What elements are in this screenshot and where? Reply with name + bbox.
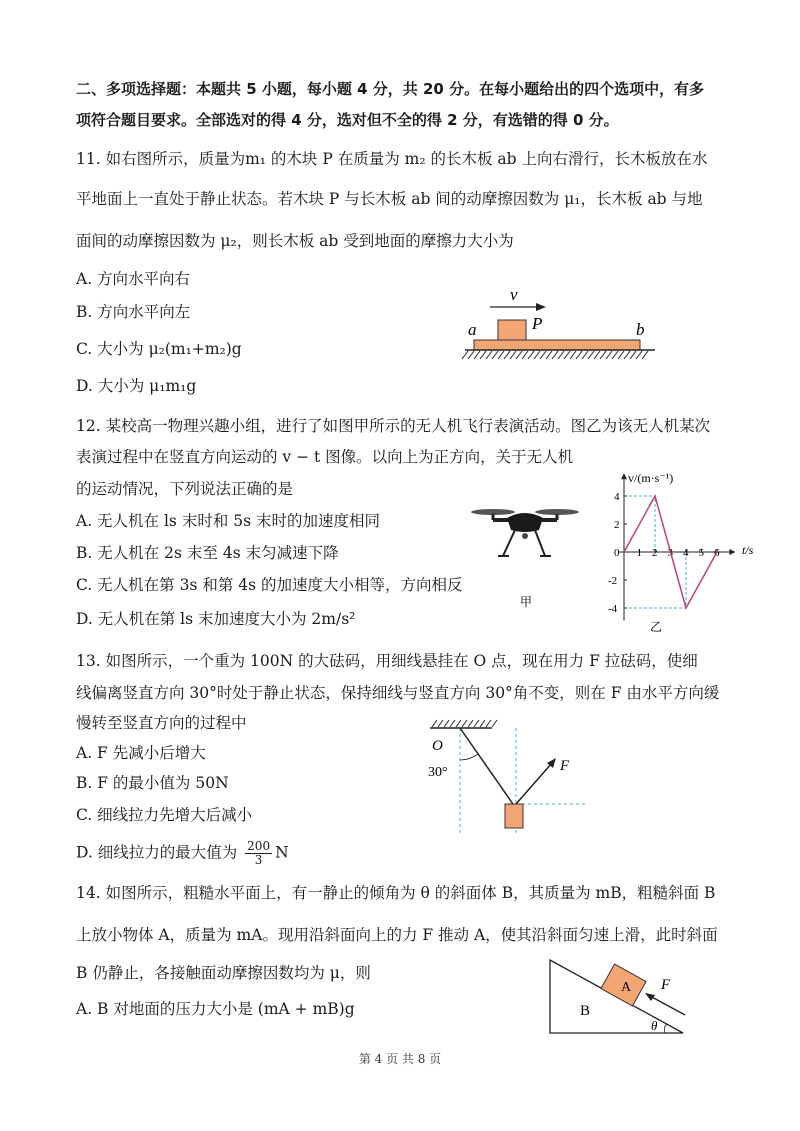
q11-option-d: D. 大小为 μ₁m₁g — [76, 377, 197, 395]
y-tick-label: 2 — [614, 519, 620, 531]
x-tick-label: 4 — [683, 547, 689, 559]
q12-stem-line1: 12. 某校高一物理兴趣小组，进行了如图甲所示的无人机飞行表演活动。图乙为该无人机某次 — [76, 417, 711, 435]
vt-chart — [598, 466, 773, 636]
hatch-mark — [618, 351, 624, 359]
x-tick-label: 6 — [714, 547, 720, 559]
hatch-mark — [594, 351, 600, 359]
hatch-mark — [516, 351, 522, 359]
x-tick-label: 1 — [636, 547, 642, 559]
q11-board-figure — [460, 285, 670, 370]
force-f-arrow-line — [516, 763, 552, 804]
hatch-mark — [492, 720, 497, 727]
hatch-mark — [600, 351, 606, 359]
hatch-mark — [570, 351, 576, 359]
q14-incline-figure — [545, 955, 705, 1040]
y-tick-label: 4 — [614, 491, 620, 503]
hatch-mark — [462, 351, 468, 359]
hatch-mark — [528, 351, 534, 359]
hatch-mark — [534, 351, 540, 359]
hatch-mark — [432, 720, 437, 727]
q13-option-d-text: D. 细线拉力的最大值为 — [76, 843, 238, 862]
hatch-mark — [582, 351, 588, 359]
long-board — [474, 340, 640, 350]
hatch-mark — [486, 720, 491, 727]
hatch-mark — [504, 351, 510, 359]
hatch-mark — [498, 351, 504, 359]
string-line — [460, 728, 513, 804]
hatch-mark — [480, 351, 486, 359]
board-end-a-label: a — [468, 320, 477, 339]
hatch-mark — [468, 720, 473, 727]
q12-option-b: B. 无人机在 2s 末至 4s 末匀减速下降 — [76, 544, 339, 562]
q11-stem-line1: 11. 如右图所示，质量为m₁ 的木块 P 在质量为 m₂ 的长木板 ab 上向右滑行，长木板放在水 — [76, 150, 708, 168]
pivot-o-label: O — [432, 738, 443, 754]
y-axis-arrowhead — [621, 473, 627, 479]
hatch-mark — [468, 351, 474, 359]
hatch-mark — [576, 351, 582, 359]
q11-option-b: B. 方向水平向左 — [76, 303, 191, 321]
ceiling-hatching — [432, 720, 497, 727]
x-tick-label: 5 — [698, 547, 704, 559]
angle-label: 30° — [428, 765, 448, 780]
q13-option-a: A. F 先减小后增大 — [76, 744, 206, 762]
hatch-mark — [510, 351, 516, 359]
q11-option-a: A. 方向水平向右 — [76, 270, 191, 288]
force-f-label: F — [560, 758, 570, 774]
hatch-mark — [438, 720, 443, 727]
page-footer: 第 4 页 共 8 页 — [358, 1052, 442, 1066]
q13-stem-line1: 13. 如图所示，一个重为 100N 的大砝码，用细线悬挂在 O 点，现在用力 F 拉砝码，使细 — [76, 652, 698, 670]
q12-stem-line3: 的运动情况，下列说法正确的是 — [76, 480, 294, 498]
theta-arc — [664, 1024, 667, 1033]
x-axis-arrowhead — [729, 549, 735, 555]
hatch-mark — [630, 351, 636, 359]
section-heading-line2: 项符合题目要求。全部选对的得 4 分，选对但不全的得 2 分，有选错的得 0 分。 — [76, 111, 619, 129]
velocity-arrowhead — [536, 303, 546, 311]
landing-leg-left — [503, 530, 515, 556]
x-tick-label: 2 — [652, 547, 658, 559]
fraction-denominator: 3 — [254, 853, 263, 867]
hatch-mark — [636, 351, 642, 359]
velocity-label: v — [510, 285, 518, 304]
hatch-mark — [480, 720, 485, 727]
theta-label: θ — [651, 1018, 658, 1033]
origin-label: 0 — [614, 547, 620, 559]
hatch-mark — [450, 720, 455, 727]
q13-stem-line3: 慢转至竖直方向的过程中 — [76, 714, 247, 732]
q11-stem-line2: 平地面上一直处于静止状态。若木块 P 与长木板 ab 间的动摩擦因数为 μ₁，长木板 ab 与地 — [76, 190, 703, 208]
block-p-label: P — [532, 314, 543, 333]
hatch-mark — [558, 351, 564, 359]
hatch-mark — [492, 351, 498, 359]
hatch-mark — [474, 720, 479, 727]
q13-option-d — [76, 840, 289, 867]
q12-option-a: A. 无人机在 ls 末时和 5s 末时的加速度相同 — [76, 512, 380, 530]
board-end-b-label: b — [636, 320, 645, 339]
push-force-arrowhead — [645, 993, 655, 1001]
hatch-mark — [462, 720, 467, 727]
x-tick-label: 3 — [667, 547, 673, 559]
hatch-mark — [564, 351, 570, 359]
hatch-mark — [642, 351, 648, 359]
ground-hatching — [462, 351, 648, 359]
push-force-line — [650, 996, 685, 1015]
q14-stem-line3: B 仍静止，各接触面动摩擦因数均为 μ，则 — [76, 964, 371, 982]
q13-pendulum-figure — [420, 718, 600, 838]
q14-stem-line2: 上放小物体 A，质量为 mA。现用沿斜面向上的力 F 推动 A，使其沿斜面匀速上滑，此时斜面 — [76, 926, 718, 944]
weight-block — [505, 804, 523, 828]
hatch-mark — [540, 351, 546, 359]
hatch-mark — [546, 351, 552, 359]
fig-jia-caption: 甲 — [520, 595, 533, 609]
section-heading-line1: 二、多项选择题：本题共 5 小题，每小题 4 分，共 20 分。在每小题给出的四个选项中，有多 — [76, 80, 705, 98]
q11-option-c: C. 大小为 μ₂(m₁+m₂)g — [76, 340, 242, 358]
y-axis-label: v/(m·s⁻¹) — [628, 471, 674, 485]
hatch-mark — [624, 351, 630, 359]
q13-option-c: C. 细线拉力先增大后减小 — [76, 806, 253, 824]
angle-arc — [460, 754, 478, 760]
q13-stem-line2: 线偏离竖直方向 30°时处于静止状态，保持细线与竖直方向 30°角不变，则在 F 由水平方向缓 — [76, 684, 720, 702]
q13-option-d-unit: N — [275, 843, 289, 862]
push-force-label: F — [661, 977, 671, 993]
q12-stem-line2: 表演过程中在竖直方向运动的 v − t 图像。以向上为正方向，关于无人机 — [76, 448, 574, 466]
landing-leg-right — [535, 530, 545, 556]
hatch-mark — [486, 351, 492, 359]
y-tick-label: -4 — [608, 603, 618, 615]
x-axis-label: t/s — [742, 543, 754, 557]
hatch-mark — [474, 351, 480, 359]
incline-b-label: B — [580, 1003, 591, 1019]
camera-icon — [522, 533, 528, 539]
drone-figure — [465, 500, 585, 615]
q12-option-d: D. 无人机在第 ls 末加速度大小为 2m/s² — [76, 610, 356, 628]
hatch-mark — [588, 351, 594, 359]
hatch-mark — [606, 351, 612, 359]
q12-option-c: C. 无人机在第 3s 和第 4s 的加速度大小相等，方向相反 — [76, 576, 463, 594]
fraction — [245, 840, 272, 867]
y-tick-label: -2 — [608, 575, 618, 587]
hatch-mark — [552, 351, 558, 359]
q13-option-b: B. F 的最小值为 50N — [76, 774, 229, 792]
drone-body-icon — [507, 513, 543, 532]
q11-stem-line3: 面间的动摩擦因数为 μ₂，则长木板 ab 受到地面的摩擦力大小为 — [76, 232, 514, 250]
q14-option-a: A. B 对地面的压力大小是 (mA + mB)g — [76, 1000, 355, 1018]
hatch-mark — [444, 720, 449, 727]
block-a-label: A — [621, 980, 632, 995]
fig-yi-caption: 乙 — [650, 620, 663, 634]
block-p — [498, 320, 526, 340]
hatch-mark — [522, 351, 528, 359]
hatch-mark — [456, 720, 461, 727]
q14-stem-line1: 14. 如图所示，粗糙水平面上，有一静止的倾角为 θ 的斜面体 B，其质量为 mB，粗糙斜面 B — [76, 884, 716, 902]
fraction-numerator: 200 — [247, 839, 271, 853]
hatch-mark — [612, 351, 618, 359]
